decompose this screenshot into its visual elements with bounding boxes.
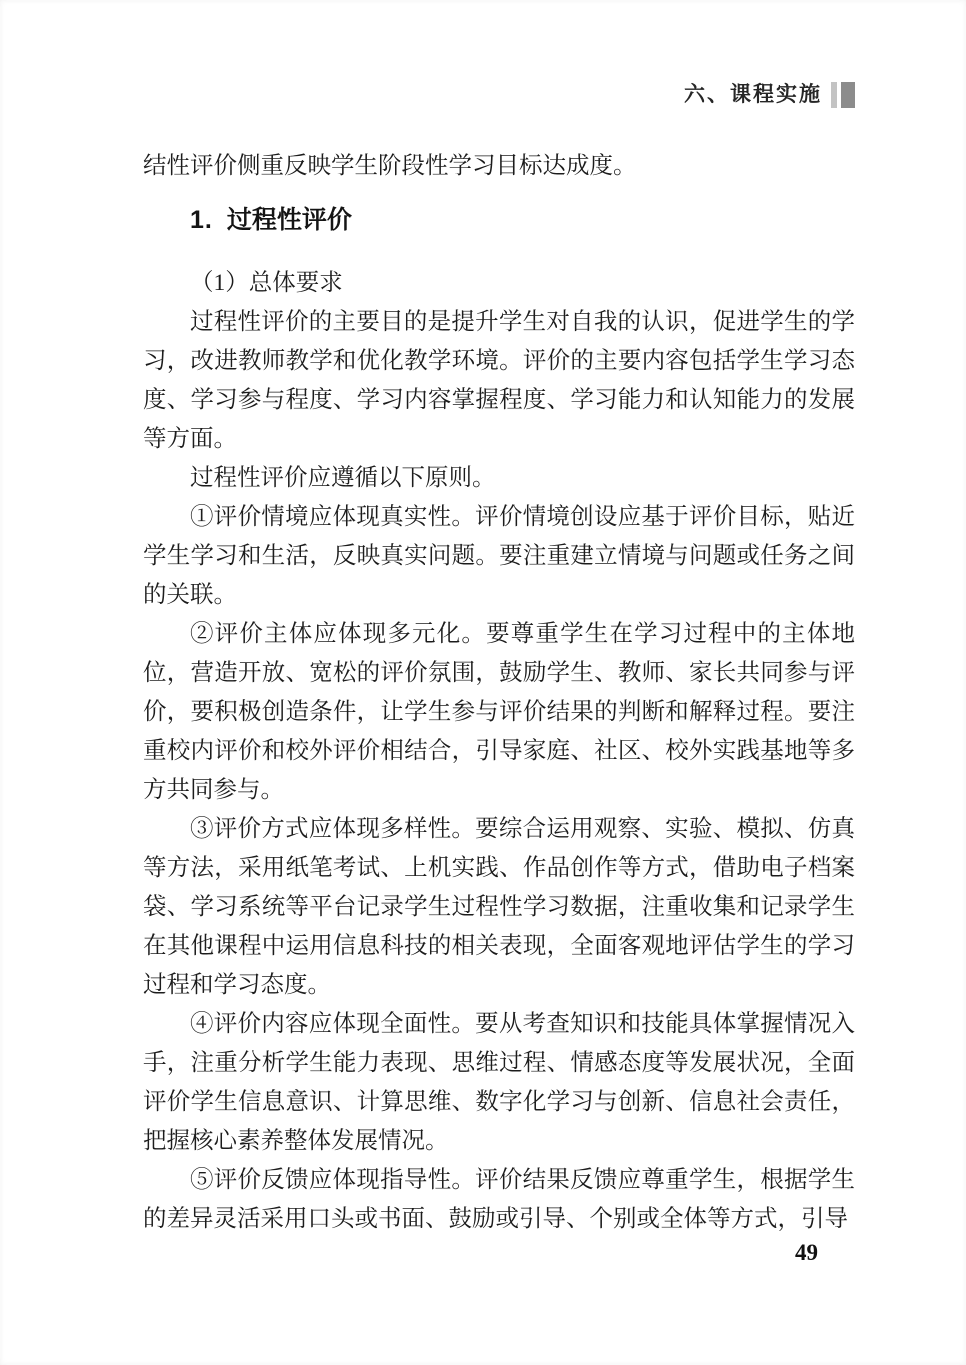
paragraph: 过程性评价应遵循以下原则。 (190, 465, 496, 491)
subsection-heading: （1）总体要求 (190, 270, 343, 296)
section-title: 过程性评价 (226, 206, 352, 234)
header-accent-bar-thick (841, 82, 855, 108)
running-header (684, 82, 855, 108)
paragraph: ①评价情境应体现真实性。评价情境创设应基于评价目标，贴近学生学习和生活，反映真实问题。要注重建立情境与问题或任务之间的关联。 (143, 504, 855, 608)
paragraph: ④评价内容应体现全面性。要从考查知识和技能具体掌握情况入手，注重分析学生能力表现、思维过程、情感态度等发展状况，全面评价学生信息意识、计算思维、数字化学习与创新、信息社会责任，把握核心素养整体发展情况。 (143, 1011, 855, 1154)
paragraph: 过程性评价的主要目的是提升学生对自我的认识，促进学生的学习，改进教师教学和优化教学环境。评价的主要内容包括学生学习态度、学习参与程度、学习内容掌握程度、学习能力和认知能力的发展等方面。 (143, 309, 855, 452)
continuation-paragraph: 结性评价侧重反映学生阶段性学习目标达成度。 (143, 153, 637, 179)
chapter-title: 六、课程实施 (684, 83, 822, 106)
header-accent-bar-thin (831, 82, 837, 108)
paragraph: ②评价主体应体现多元化。要尊重学生在学习过程中的主体地位，营造开放、宽松的评价氛围，鼓励学生、教师、家长共同参与评价，要积极创造条件，让学生参与评价结果的判断和解释过程。要注重校内评价和校外评价相结合，引导家庭、社区、校外实践基地等多方共同参与。 (143, 621, 855, 803)
section-number: 1. (190, 206, 213, 234)
paragraph: ③评价方式应体现多样性。要综合运用观察、实验、模拟、仿真等方法，采用纸笔考试、上机实践、作品创作等方式，借助电子档案袋、学习系统等平台记录学生过程性学习数据，注重收集和记录学生在其他课程中运用信息科技的相关表现，全面客观地评估学生的学习过程和学习态度。 (143, 816, 855, 998)
paragraph: ⑤评价反馈应体现指导性。评价结果反馈应尊重学生，根据学生的差异灵活采用口头或书面、鼓励或引导、个别或全体等方式，引导 (143, 1167, 855, 1232)
document-body (143, 147, 855, 1239)
header-accent-bars (831, 82, 855, 108)
section-heading (190, 204, 855, 236)
page-number: 49 (795, 1240, 818, 1265)
